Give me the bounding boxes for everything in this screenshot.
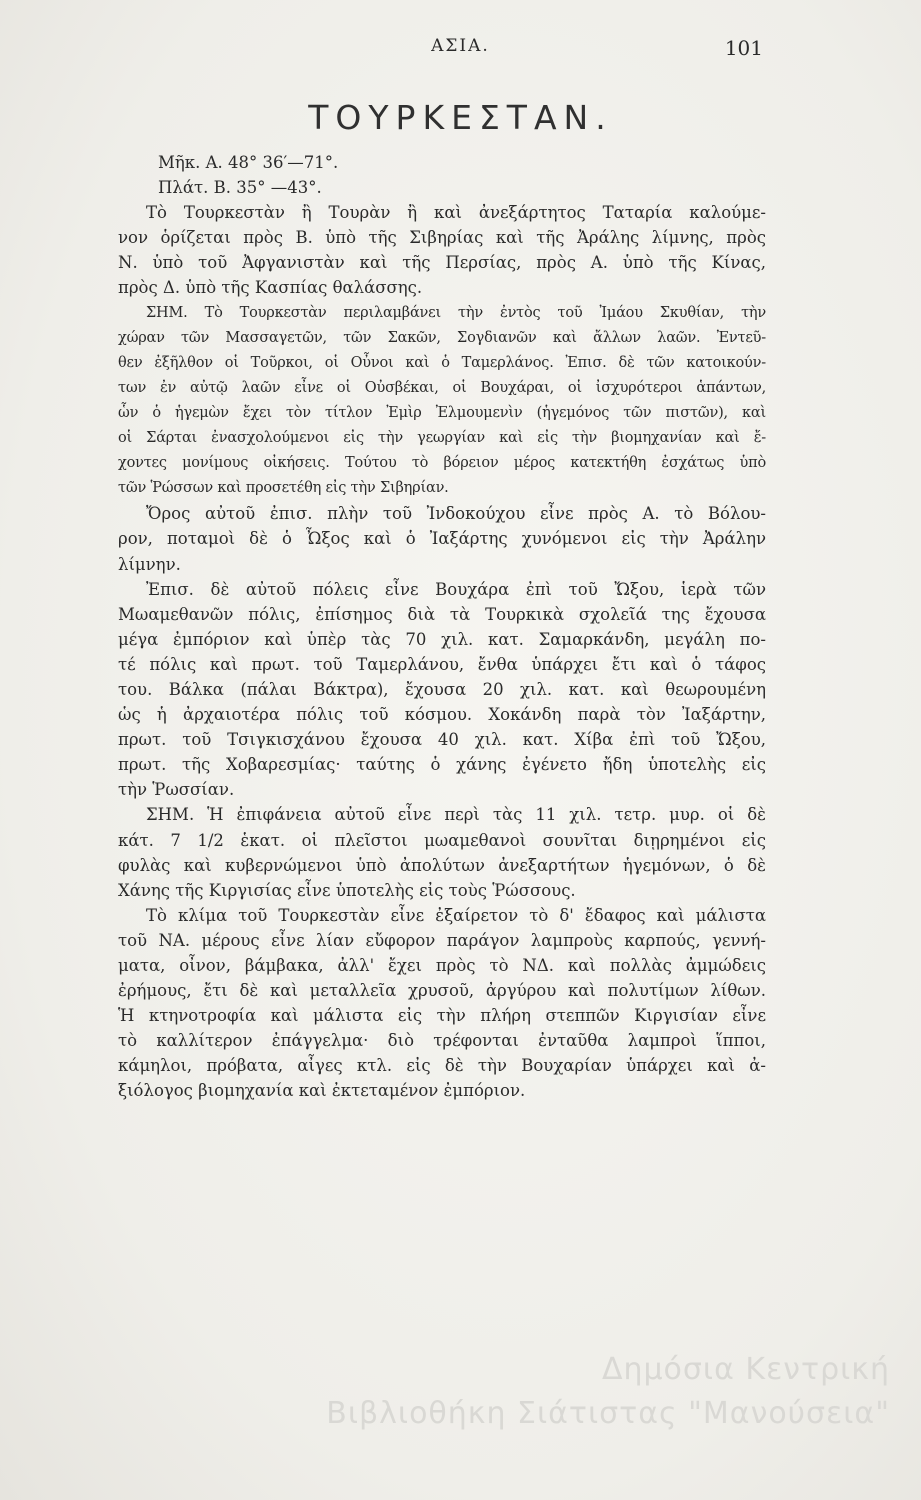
note-line: θεν ἐξῆλθον οἱ Τοῦρκοι, οἱ Οὖνοι καὶ ὁ Ταμερλάνος. Ἐπισ. δὲ τῶν κατοικούν- bbox=[118, 354, 766, 371]
note-line: τῶν Ῥώσσων καὶ προσετέθη εἰς τὴν Σιβηρίαν. bbox=[118, 480, 449, 497]
text-body bbox=[118, 150, 766, 1104]
text-line: κάτ. 7 1/2 ἑκατ. οἱ πλεῖστοι μωαμεθανοὶ σουνῖται διῃρημένοι εἰς bbox=[118, 830, 766, 850]
text-line: τοῦ ΝΑ. μέρους εἶνε λίαν εὔφορον παράγον λαμπροὺς καρπούς, γεννή- bbox=[118, 930, 766, 950]
text-line: τὴν Ῥωσσίαν. bbox=[118, 780, 235, 800]
note-line: χοντες μονίμους οἰκήσεις. Τούτου τὸ βόρειον μέρος κατεκτήθη ἐσχάτως ὑπὸ bbox=[118, 455, 766, 472]
coordinate-line-latitude: Πλάτ. Β. 35° —43°. bbox=[158, 178, 322, 198]
text-line: Τὸ κλίμα τοῦ Τουρκεστὰν εἶνε ἐξαίρετον τὸ δ' ἔδαφος καὶ μάλιστα bbox=[146, 905, 766, 925]
text-line: νον ὁρίζεται πρὸς Β. ὑπὸ τῆς Σιβηρίας καὶ τῆς Ἀράλης λίμνης, πρὸς bbox=[118, 228, 766, 248]
text-line: ματα, οἶνον, βάμβακα, ἀλλ' ἔχει πρὸς τὸ ΝΔ. καὶ πολλὰς ἀμμώδεις bbox=[118, 956, 766, 975]
watermark-line: Βιβλιοθήκη Σιάτιστας "Μανούσεια" bbox=[326, 1396, 890, 1431]
running-head: ΑΣΙΑ. bbox=[431, 36, 490, 56]
text-line: Χάνης τῆς Κιργισίας εἶνε ὑποτελὴς εἰς τοὺς Ῥώσσους. bbox=[118, 880, 576, 900]
text-line: πρὸς Δ. ὑπὸ τῆς Κασπίας θαλάσσης. bbox=[118, 278, 423, 298]
text-line: ΣΗΜ. Ἡ ἐπιφάνεια αὐτοῦ εἶνε περὶ τὰς 11 χιλ. τετρ. μυρ. οἱ δὲ bbox=[146, 805, 766, 825]
text-line: φυλὰς καὶ κυβερνώμενοι ὑπὸ ἀπολύτων ἀνεξαρτήτων ἡγεμόνων, ὁ δὲ bbox=[118, 855, 766, 875]
text-line: ξιόλογος βιομηχανία καὶ ἐκτεταμένον ἐμπόριον. bbox=[118, 1081, 526, 1101]
section-title: ΤΟΥΡΚΕΣΤΑΝ. bbox=[308, 98, 613, 137]
text-line: κάμηλοι, πρόβατα, αἶγες κτλ. εἰς δὲ τὴν Βουχαρίαν ὑπάρχει καὶ ἀ- bbox=[118, 1056, 766, 1076]
text-line: λίμνην. bbox=[118, 554, 181, 574]
coordinate-line-longitude: Μῆκ. Α. 48° 36′—71°. bbox=[158, 153, 339, 172]
note-line: των ἐν αὐτῷ λαῶν εἶνε οἱ Οὐσβέκαι, οἱ Βουχάραι, οἱ ἰσχυρότεροι ἁπάντων, bbox=[118, 379, 766, 396]
text-line: Τὸ Τουρκεστὰν ἢ Τουρὰν ἢ καὶ ἀνεξάρτητος Ταταρία καλούμε- bbox=[146, 203, 766, 223]
text-line: ὡς ἡ ἀρχαιοτέρα πόλις τοῦ κόσμου. Χοκάνδη παρὰ τὸν Ἰαξάρτην, bbox=[118, 705, 766, 725]
text-line: τὸ καλλίτερον ἐπάγγελμα· διὸ τρέφονται ἐνταῦθα λαμπροὶ ἵπποι, bbox=[118, 1031, 766, 1051]
text-line: Ν. ὑπὸ τοῦ Ἀφγανιστὰν καὶ τῆς Περσίας, πρὸς Α. ὑπὸ τῆς Κίνας, bbox=[118, 253, 766, 273]
text-line: πρωτ. τοῦ Τσιγκισχάνου ἔχουσα 40 χιλ. κατ. Χίβα ἐπὶ τοῦ Ὤξου, bbox=[118, 730, 766, 750]
text-line: πρωτ. τῆς Χοβαρεσμίας· ταύτης ὁ χάνης ἐγένετο ἤδη ὑποτελὴς εἰς bbox=[118, 755, 766, 775]
note-line: ΣΗΜ. Τὸ Τουρκεστὰν περιλαμβάνει τὴν ἐντὸς τοῦ Ἰμάου Σκυθίαν, τὴν bbox=[146, 304, 766, 321]
text-line: Ἐπισ. δὲ αὐτοῦ πόλεις εἶνε Βουχάρα ἐπὶ τοῦ Ὤξου, ἱερὰ τῶν bbox=[146, 579, 766, 599]
note-line: χώραν τῶν Μασσαγετῶν, τῶν Σακῶν, Σογδιανῶν καὶ ἄλλων λαῶν. Ἐντεῦ- bbox=[118, 329, 766, 346]
text-line: ἐρήμους, ἔτι δὲ καὶ μεταλλεῖα χρυσοῦ, ἀργύρου καὶ πολυτίμων λίθων. bbox=[118, 981, 766, 1001]
text-line: τέ πόλις καὶ πρωτ. τοῦ Ταμερλάνου, ἔνθα ὑπάρχει ἔτι καὶ ὁ τάφος bbox=[118, 654, 766, 674]
text-line: Ἡ κτηνοτροφία καὶ μάλιστα εἰς τὴν πλήρη στεππῶν Κιργισίαν εἶνε bbox=[118, 1006, 766, 1026]
text-line: του. Βάλκα (πάλαι Βάκτρα), ἔχουσα 20 χιλ. κατ. καὶ θεωρουμένη bbox=[118, 679, 766, 699]
note-line: οἱ Σάρται ἐνασχολούμενοι εἰς τὴν γεωργίαν καὶ εἰς τὴν βιομηχανίαν καὶ ἔ- bbox=[118, 430, 766, 447]
page-number: 101 bbox=[724, 36, 763, 60]
watermark-line: Δημόσια Κεντρική bbox=[601, 1352, 890, 1387]
library-watermark bbox=[200, 1348, 890, 1436]
text-line: μέγα ἐμπόριον καὶ ὑπὲρ τὰς 70 χιλ. κατ. Σαμαρκάνδη, μεγάλη πο- bbox=[118, 629, 766, 649]
text-line: Μωαμεθανῶν πόλις, ἐπίσημος διὰ τὰ Τουρκικὰ σχολεῖά της ἔχουσα bbox=[118, 604, 766, 624]
text-line: ρον, ποταμοὶ δὲ ὁ Ὦξος καὶ ὁ Ἰαξάρτης χυνόμενοι εἰς τὴν Ἀράλην bbox=[118, 529, 766, 549]
text-line: Ὄρος αὐτοῦ ἐπισ. πλὴν τοῦ Ἰνδοκούχου εἶνε πρὸς Α. τὸ Βόλου- bbox=[146, 504, 766, 524]
note-line: ὧν ὁ ἡγεμὼν ἔχει τὸν τίτλον Ἐμὶρ Ἐλμουμενὶν (ἡγεμόνος τῶν πιστῶν), καὶ bbox=[118, 404, 766, 421]
